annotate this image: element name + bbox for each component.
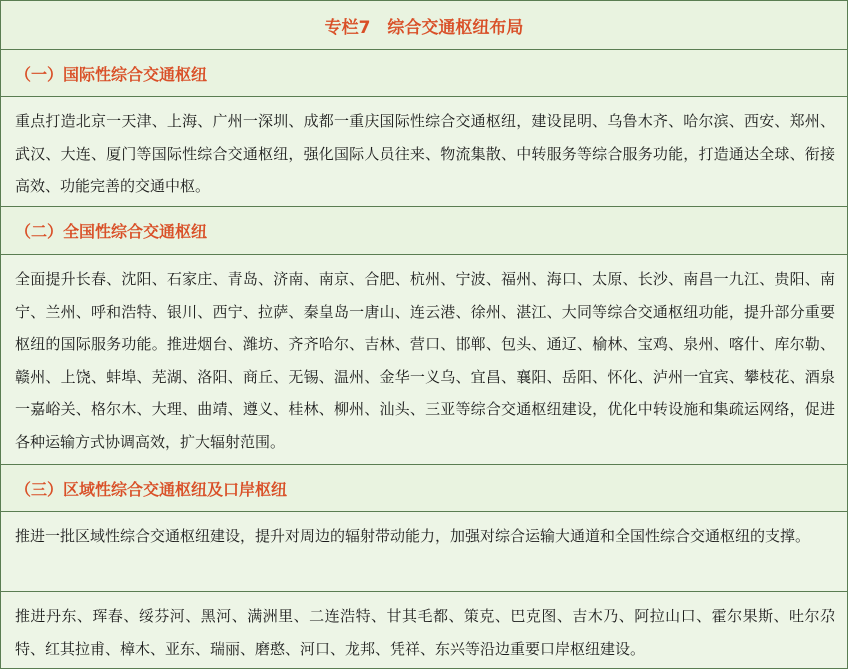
section-paragraph-border-ports: 推进丹东、珲春、绥芬河、黑河、满洲里、二连浩特、甘其毛都、策克、巴克图、吉木乃、阿拉山口、霍尔果斯、吐尔尕特、红其拉甫、樟木、亚东、瑞丽、磨憨、河口、龙邦、凭祥、东兴等沿边重要口岸枢纽建设。 — [1, 591, 847, 668]
section-paragraph-international: 重点打造北京一天津、上海、广州一深圳、成都一重庆国际性综合交通枢纽，建设昆明、乌鲁木齐、哈尔滨、西安、郑州、武汉、大连、厦门等国际性综合交通枢纽，强化国际人员往来、物流集散、中转服务等综合服务功能，打造通达全球、衔接高效、功能完善的交通中枢。 — [1, 96, 847, 206]
section-paragraph-regional: 推进一批区域性综合交通枢纽建设，提升对周边的辐射带动能力，加强对综合运输大通道和全国性综合交通枢纽的支撑。 — [1, 511, 847, 591]
section-heading-international: （一）国际性综合交通枢纽 — [1, 49, 847, 96]
section-heading-national: （二）全国性综合交通枢纽 — [1, 206, 847, 254]
section-heading-regional: （三）区域性综合交通枢纽及口岸枢纽 — [1, 464, 847, 511]
box-title: 专栏7 综合交通枢纽布局 — [1, 1, 847, 49]
section-paragraph-national: 全面提升长春、沈阳、石家庄、青岛、济南、南京、合肥、杭州、宁波、福州、海口、太原、长沙、南昌一九江、贵阳、南宁、兰州、呼和浩特、银川、西宁、拉萨、秦皇岛一唐山、连云港、徐州、湛江、大同等综合交通枢纽功能，提升部分重要枢纽的国际服务功能。推进烟台、潍坊、齐齐哈尔、吉林、营口、邯郸、包头、通辽、榆林、宝鸡、泉州、喀什、库尔勒、赣州、上饶、蚌埠、芜湖、洛阳、商丘、无锡、温州、金华一义乌、宜昌、襄阳、岳阳、怀化、泸州一宜宾、攀枝花、酒泉一嘉峪关、格尔木、大理、曲靖、遵义、桂林、柳州、汕头、三亚等综合交通枢纽建设，优化中转设施和集疏运网络，促进各种运输方式协调高效，扩大辐射范围。 — [1, 254, 847, 464]
